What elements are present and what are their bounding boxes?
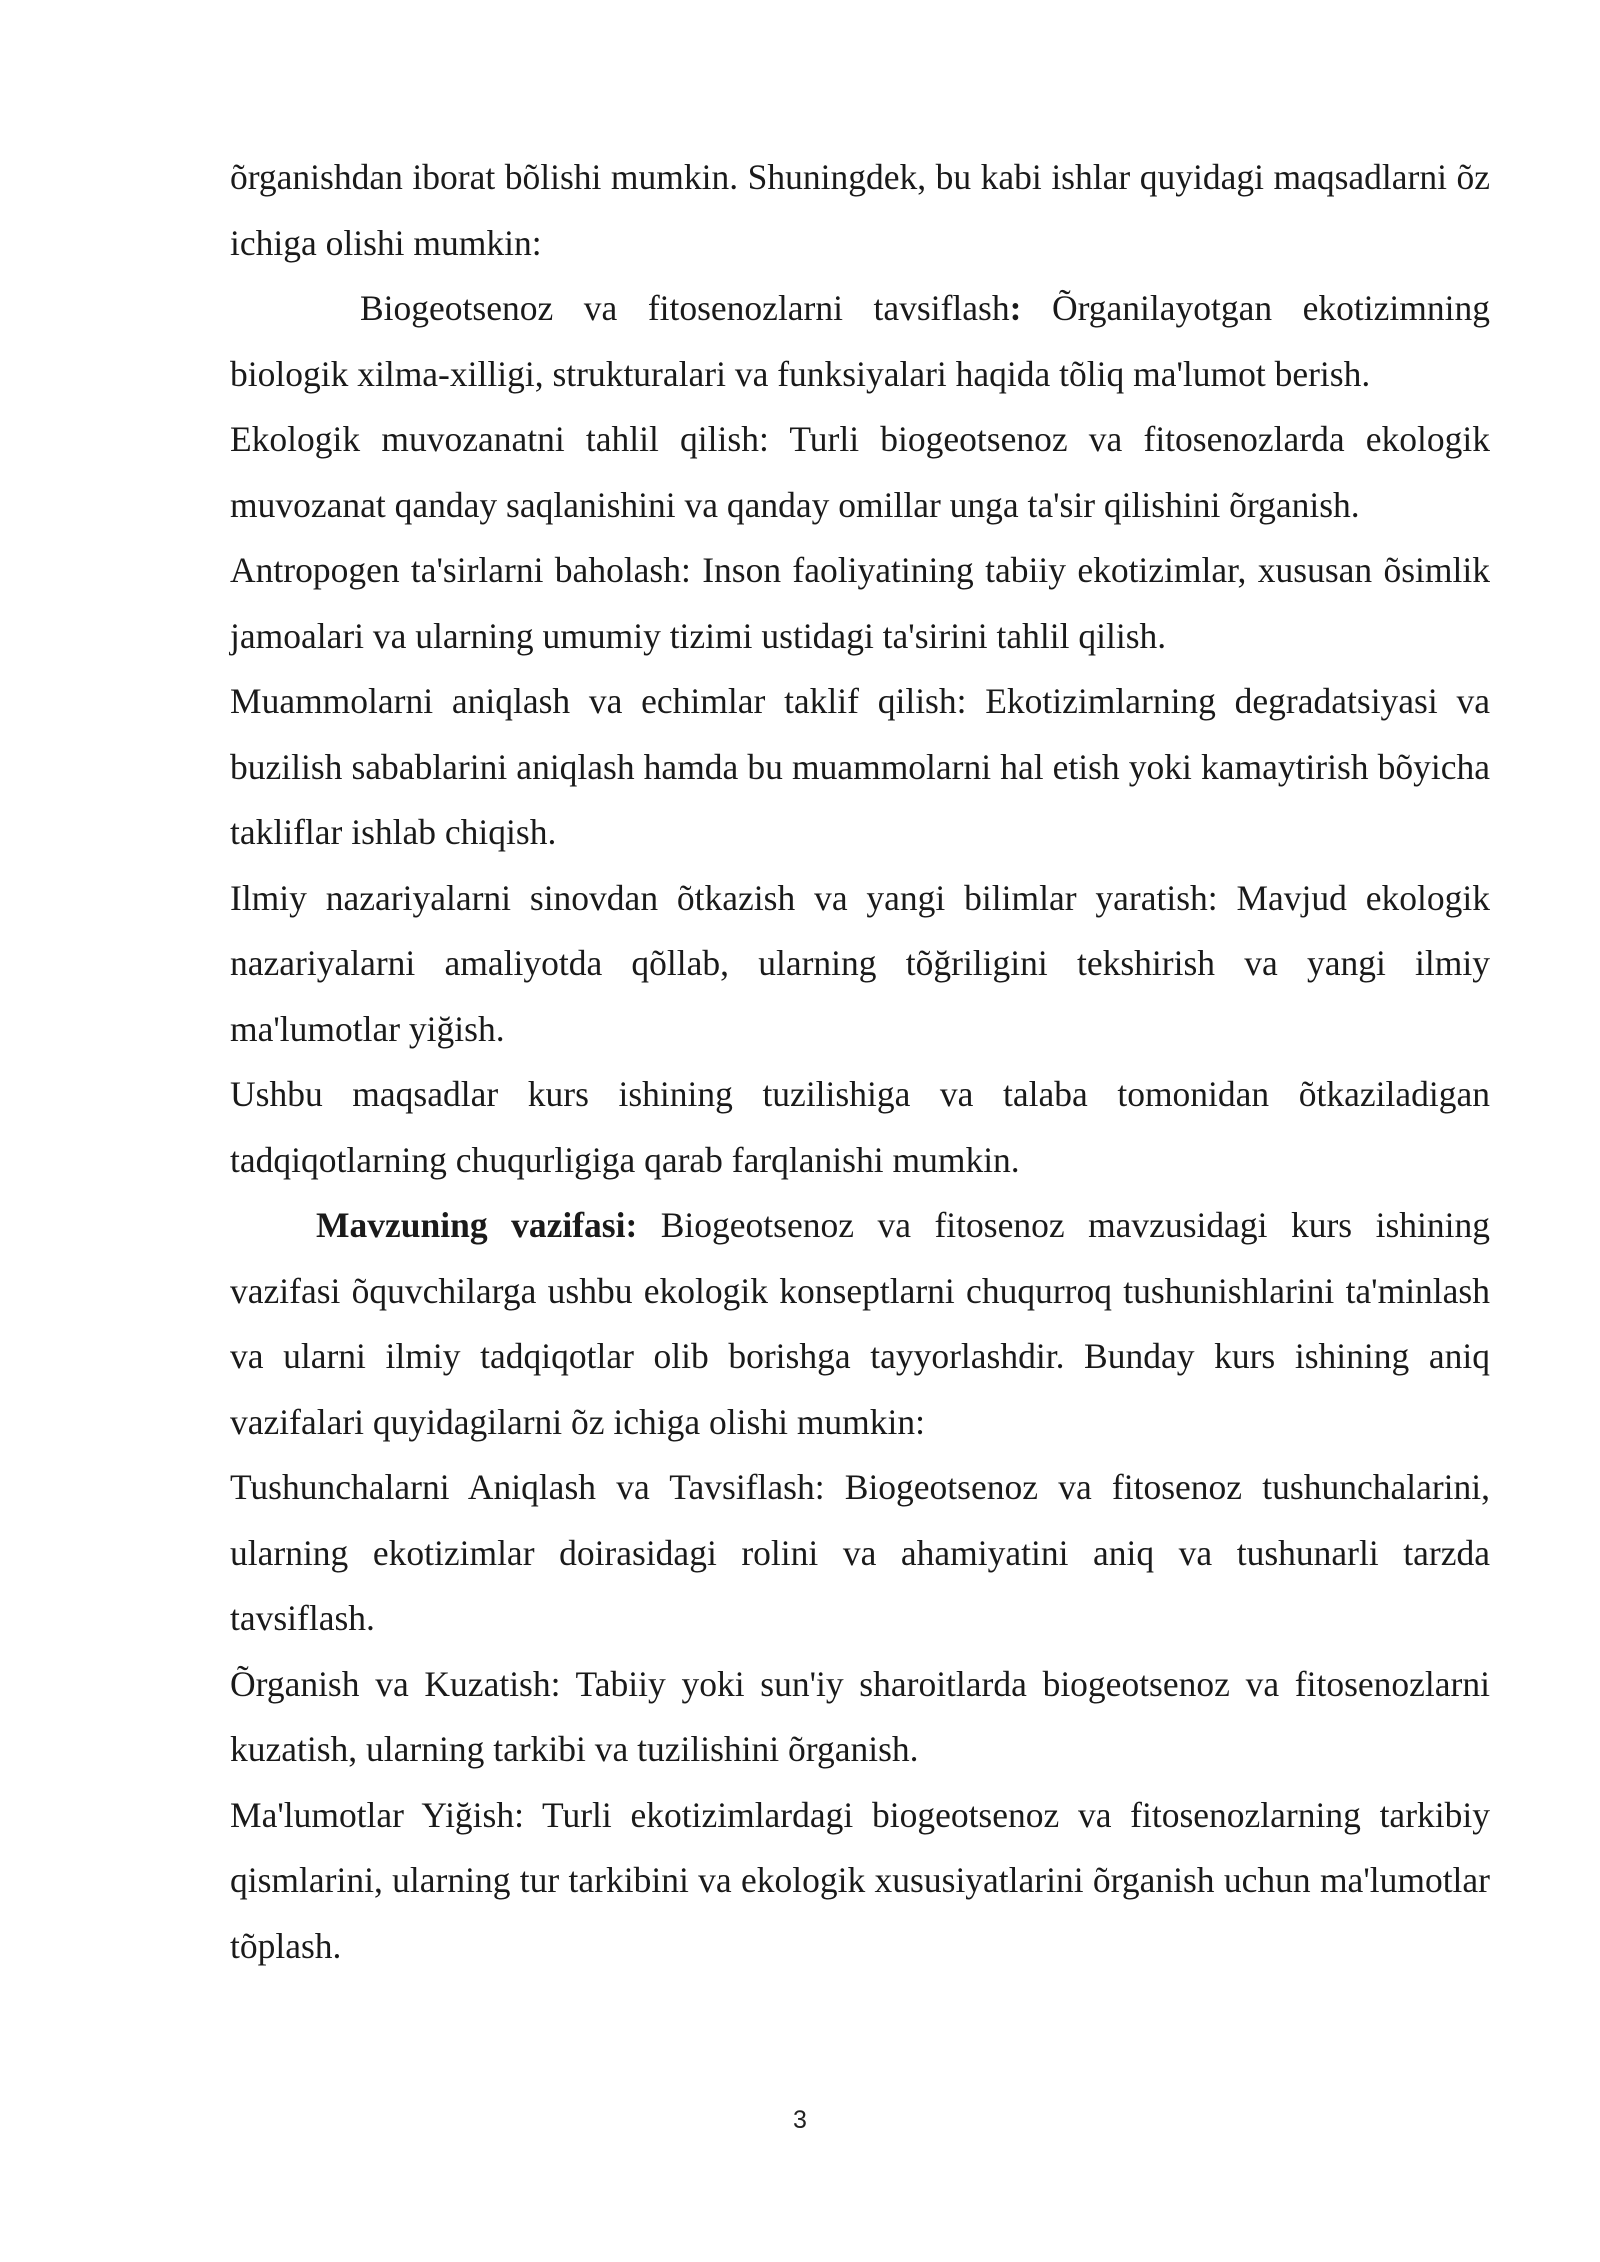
paragraph-goals-summary: Ushbu maqsadlar kurs ishining tuzilishiga va talaba tomonidan õtkaziladigan tadqiqotlarning chuqurligiga qarab farqlanishi mumkin.	[230, 1074, 1490, 1180]
paragraph-goal-description	[230, 276, 1490, 407]
task-text: Biogeotsenoz va fitosenoz mavzusidagi kurs ishining vazifasi õquvchilarga ushbu ekologik konseptlarni chuqurroq tushunishlarini ta'minlash va ularni ilmiy tadqiqotlar olib borishga tayyorlashdir. Bunday kurs ishining aniq vazifalari quyidagilarni õz ichiga olishi mumkin:	[230, 1205, 1490, 1442]
paragraph-task-data: Ma'lumotlar Yiğish: Turli ekotizimlardagi biogeotsenoz va fitosenozlarning tarkibiy qismlarini, ularning tur tarkibini va ekologik xususiyatlarini õrganish uchun ma'lumotlar tõplash.	[230, 1794, 1490, 1966]
paragraph-task-observation: Õrganish va Kuzatish: Tabiiy yoki sun'iy sharoitlarda biogeotsenoz va fitosenozlarni kuzatish, ularning tarkibi va tuzilishini õrganish.	[230, 1663, 1490, 1769]
document-body	[230, 145, 1490, 1979]
goal-description-colon: :	[1009, 288, 1022, 328]
paragraph-task-concepts: Tushunchalarni Aniqlash va Tavsiflash: Biogeotsenoz va fitosenoz tushunchalarini, ularning ekotizimlar doirasidagi rolini va ahamiyatini aniq va tushunarli tarzda tavsiflash.	[230, 1467, 1490, 1638]
paragraph-task	[230, 1193, 1490, 1455]
paragraph-goal-balance: Ekologik muvozanatni tahlil qilish: Turli biogeotsenoz va fitosenozlarda ekologik muvozanat qanday saqlanishini va qanday omillar unga ta'sir qilishini õrganish.	[230, 419, 1490, 525]
task-heading: Mavzuning vazifasi:	[316, 1205, 638, 1245]
paragraph-goal-problems: Muammolarni aniqlash va echimlar taklif qilish: Ekotizimlarning degradatsiyasi va buzilish sabablarini aniqlash hamda bu muammolarni hal etish yoki kamaytirish bõyicha takliflar ishlab chiqish.	[230, 681, 1490, 852]
paragraph-goal-anthropogenic: Antropogen ta'sirlarni baholash: Inson faoliyatining tabiiy ekotizimlar, xususan õsimlik jamoalari va ularning umumiy tizimi ustidagi ta'sirini tahlil qilish.	[230, 550, 1490, 656]
page-number: 3	[793, 2106, 807, 2134]
goal-description-term: Biogeotsenoz va fitosenozlarni tavsiflash	[360, 288, 1010, 328]
goal-description-text: Õrganilayotgan ekotizimning biologik xilma-xilligi, strukturalari va funksiyalari haqida tõliq ma'lumot berish.	[230, 288, 1490, 394]
paragraph-intro: õrganishdan iborat bõlishi mumkin. Shuningdek, bu kabi ishlar quyidagi maqsadlarni õz ichiga olishi mumkin:	[230, 157, 1490, 263]
paragraph-goal-theories: Ilmiy nazariyalarni sinovdan õtkazish va yangi bilimlar yaratish: Mavjud ekologik nazariyalarni amaliyotda qõllab, ularning tõğriligini tekshirish va yangi ilmiy ma'lumotlar yiğish.	[230, 877, 1490, 1049]
